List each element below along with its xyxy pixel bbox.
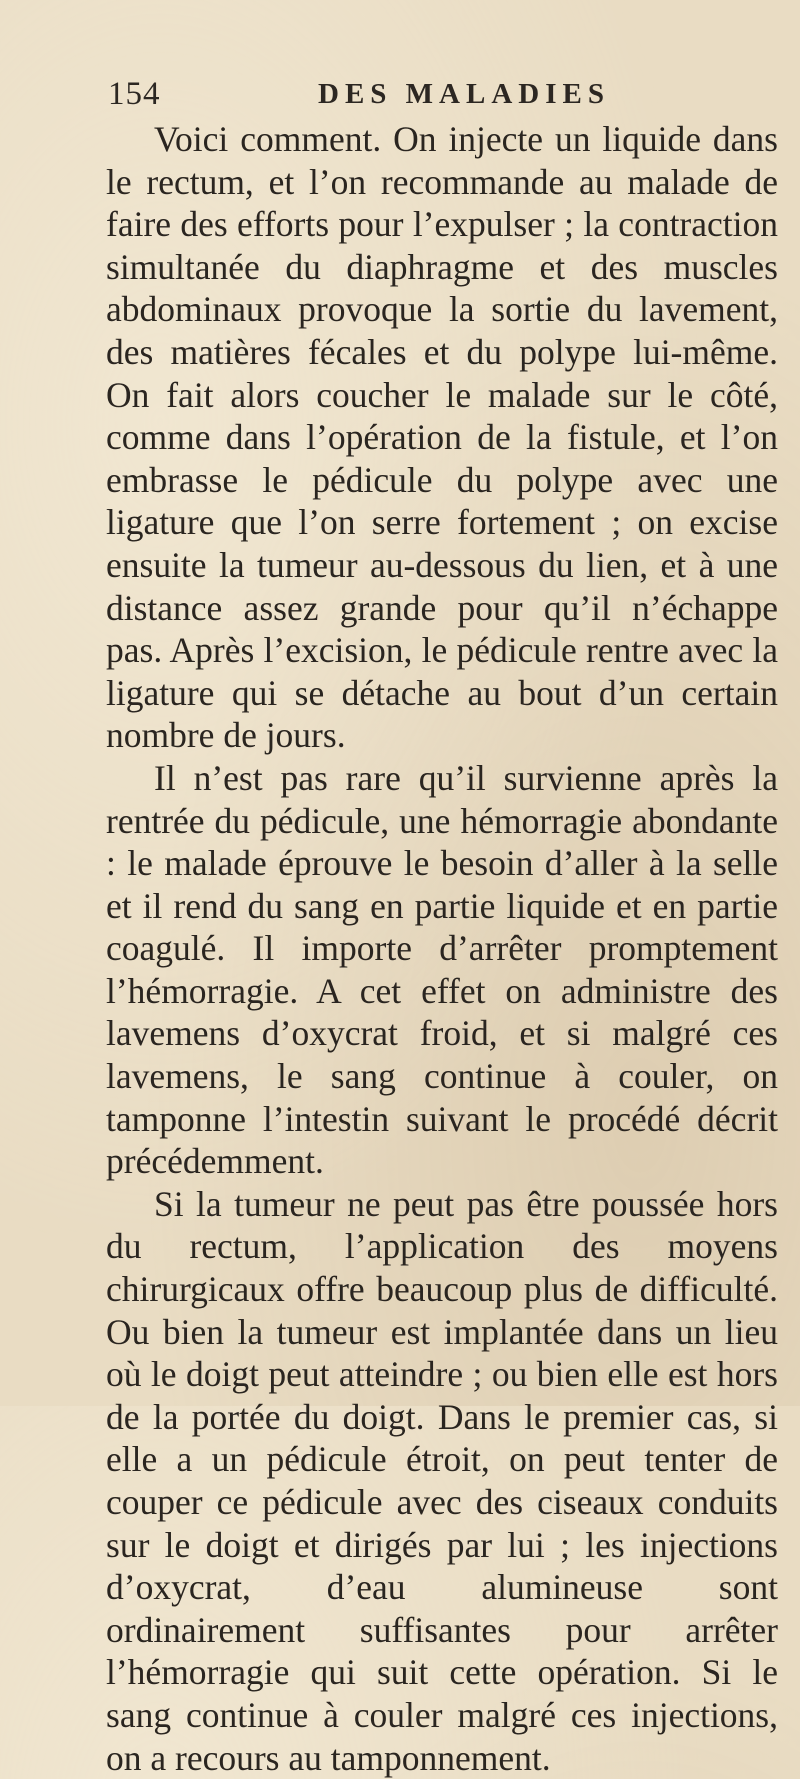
paragraph-1: Voici comment. On injecte un liquide dans le rectum, et l’on recommande au malade de faire des efforts pour l’expulser ; la contraction simultanée du diaphragme et des muscles abdominaux provoque la sortie du lavement, des matières fécales et du polype lui-même. On fait alors coucher le malade sur le côté, comme dans l’opération de la fistule, et l’on embrasse le pédicule du polype avec une ligature que l’on serre fortement ; on excise ensuite la tumeur au-dessous du lien, et à une distance assez grande pour qu’il n’échappe pas. Après l’excision, le pédicule rentre avec la ligature qui se détache au bout d’un certain nombre de jours. — [106, 119, 778, 756]
paragraph-2: Il n’est pas rare qu’il survienne après la rentrée du pédicule, une hémorragie abondante : le malade éprouve le besoin d’aller à la selle et il rend du sang en partie liquide et en partie coagulé. Il importe d’arrêter promptement l’hémorragie. A cet effet on administre des lavemens d’oxycrat froid, et si malgré ces lavemens, le sang continue à couler, on tamponne l’intestin suivant le procédé décrit précédemment. — [106, 757, 778, 1182]
page-number: 154 — [108, 76, 161, 112]
running-head — [108, 76, 768, 116]
body-text — [106, 118, 778, 1779]
running-title: DES MALADIES — [318, 78, 610, 110]
paragraph-3: Si la tumeur ne peut pas être poussée hors du rectum, l’application des moyens chirurgicaux offre beaucoup plus de difficulté. Ou bien la tumeur est implantée dans un lieu où le doigt peut atteindre ; ou bien elle est hors de la portée du doigt. Dans le premier cas, si elle a un pédicule étroit, on peut tenter de couper ce pédicule avec des ciseaux conduits sur le doigt et dirigés par lui ; les injections d’oxycrat, d’eau alumineuse sont ordinairement suffisantes pour arrêter l’hémorragie qui suit cette opération. Si le sang continue à couler malgré ces injections, on a recours au tamponnement. — [106, 1183, 778, 1778]
